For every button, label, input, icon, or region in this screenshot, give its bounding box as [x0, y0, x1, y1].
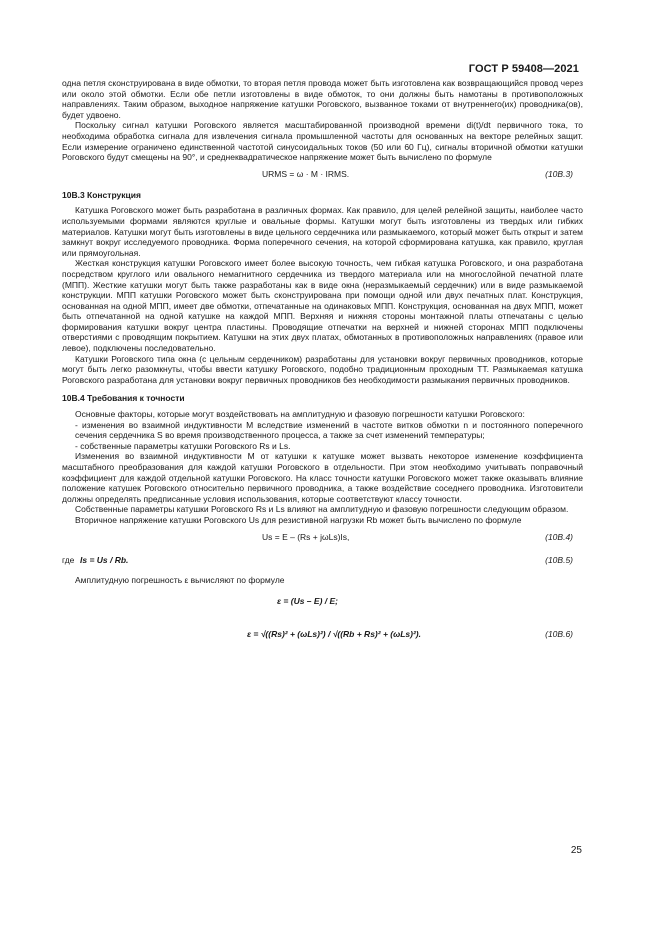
- formula-expression: Us = E – (Rs + jωLs)Is,: [262, 531, 350, 542]
- section-heading: 10В.3 Конструкция: [62, 189, 141, 200]
- document-body: [62, 78, 583, 655]
- formula-number: (10В.4): [545, 531, 573, 542]
- page-number: 25: [570, 845, 582, 856]
- section-heading: 10В.4 Требования к точности: [62, 393, 185, 404]
- formula-number: (10В.5): [545, 554, 573, 565]
- formula-10b6: [62, 617, 583, 651]
- paragraph: Поскольку сигнал катушки Роговского является масштабированной производной времени di(t)/dt первичного тока, то необходима обработка сигнала для извлечения сигнала промышленной частоты для основанных на векторе релейных защит. Если измерение ограничено единственной частотой синусоидальных токов (50 или 60 Гц), сигналы вторичной обмотки катушки Роговского будут смещены на 90°, и среднеквадратическое напряжение может быть вычислено по формуле: [62, 120, 583, 163]
- paragraph: Амплитудную погрешность ε вычисляют по формуле: [75, 574, 285, 585]
- list-item: - собственные параметры катушки Роговского Rs и Ls.: [75, 440, 291, 451]
- formula-expression: Is = Us / Rb.: [80, 554, 129, 565]
- where-label: где: [62, 554, 75, 565]
- paragraph: Вторичное напряжение катушки Роговского Us для резистивной нагрузки Rb может быть вычислено по формуле: [75, 514, 522, 525]
- formula-epsilon-a: [62, 591, 583, 611]
- paragraph: Основные факторы, которые могут воздействовать на амплитудную и фазовую погрешности катушки Роговского:: [75, 409, 525, 420]
- formula-number: (10В.6): [545, 629, 573, 640]
- list-item: - изменения во взаимной индуктивности M вследствие изменений в частоте витков обмотки n и постоянного поперечного сечения сердечника S во время производственного процесса, а также за счет изменений температуры;: [75, 419, 583, 441]
- formula-10b5: [62, 549, 583, 571]
- paragraph: Катушки Роговского типа окна (с цельным сердечником) разработаны для установки вокруг первичных проводников, которые могут быть легко разомкнуты, чтобы ввести катушку Роговского, подобно традиционным проходным ТТ. Размыкаемая катушка Роговского разработана для установки вокруг первичных проводников без необходимости размыкания первичных проводников.: [62, 353, 583, 385]
- formula-10b3: [62, 167, 583, 182]
- paragraph: Катушка Роговского может быть разработана в различных формах. Как правило, для целей релейной защиты, наиболее часто используемыми формами являются круглые и овальные формы. Катушки могут быть изготовлены из твердых или гибких материалов. Катушки могут быть изготовлены в виде цельного сердечника или размыкаемого, который может быть открыт и затем замкнут вокруг исследуемого проводника. Форма поперечного сечения, на которой сформирована катушка, как правило, круглая или прямоугольная.: [62, 205, 583, 258]
- paragraph: одна петля сконструирована в виде обмотки, то вторая петля провода может быть изготовлена как возвращающийся провод через или около этой обмотки. Если обе петли изготовлены в виде обмоток, то они должны быть намотаны в противоположных направлениях. Таким образом, выходное напряжение катушки Роговского, вызванное токами от внутреннего(их) проводника(ов), будет удвоено.: [62, 78, 583, 120]
- formula-expression: URMS = ω · M · IRMS.: [262, 168, 350, 179]
- formula-number: (10В.3): [545, 168, 573, 179]
- paragraph: Жесткая конструкция катушки Роговского имеет более высокую точность, чем гибкая катушка Роговского, и она разработана посредством круглого или овального немагнитного сердечника из твердого материала или на многослойной печатной плате (МПП). Жесткие катушки могут быть также разработаны как в виде окна (неразмыкаемый сердечник) или в виде размыкаемой конструкции. МПП катушки Роговского может быть сконструирована при помощи одной или двух печатных плат. Конструкция, основанная на одной МПП, имеет две обмотки, отпечатанные на одинаковых МПП. Конструкция, основанная на двух МПП, может быть отпечатанной на одной катушке на каждой МПП. Верхняя и нижняя стороны монтажной платы отпечатаны с целью формирования катушки вокруг центра пластины. Проводящие отпечатки на верхней и нижней сторонах МПП подключены отверстиями с проводящим покрытием. Катушки на этих двух платах, обмотанных в противоположных направлениях (правое или левое), подключены последовательно.: [62, 258, 583, 354]
- formula-expression: ε = (Us – E) / E;: [277, 596, 338, 607]
- paragraph: Собственные параметры катушки Роговского Rs и Ls влияют на амплитудную и фазовую погрешности следующим образом.: [75, 504, 569, 515]
- formula-expression: ε = √((Rs)² + (ωLs)²) / √((Rb + Rs)² + (ωLs)²).: [247, 629, 421, 640]
- formula-10b4: [62, 530, 583, 545]
- paragraph: Изменения во взаимной индуктивности M от катушки к катушке может вызвать некоторое изменение коэффициента масштабного преобразования для каждой катушки Роговского в отдельности. При этом необходимо учитывать поправочный коэффициент для каждой отдельной катушки Роговского. На класс точности катушки Роговского может также оказывать влияние положение катушек Роговского относительно первичного проводника, а также воздействие соседнего проводника. Изготовители должны определять предписанные условия использования, которые соответствуют классу точности.: [62, 451, 583, 504]
- standard-header: ГОСТ Р 59408—2021: [468, 63, 579, 75]
